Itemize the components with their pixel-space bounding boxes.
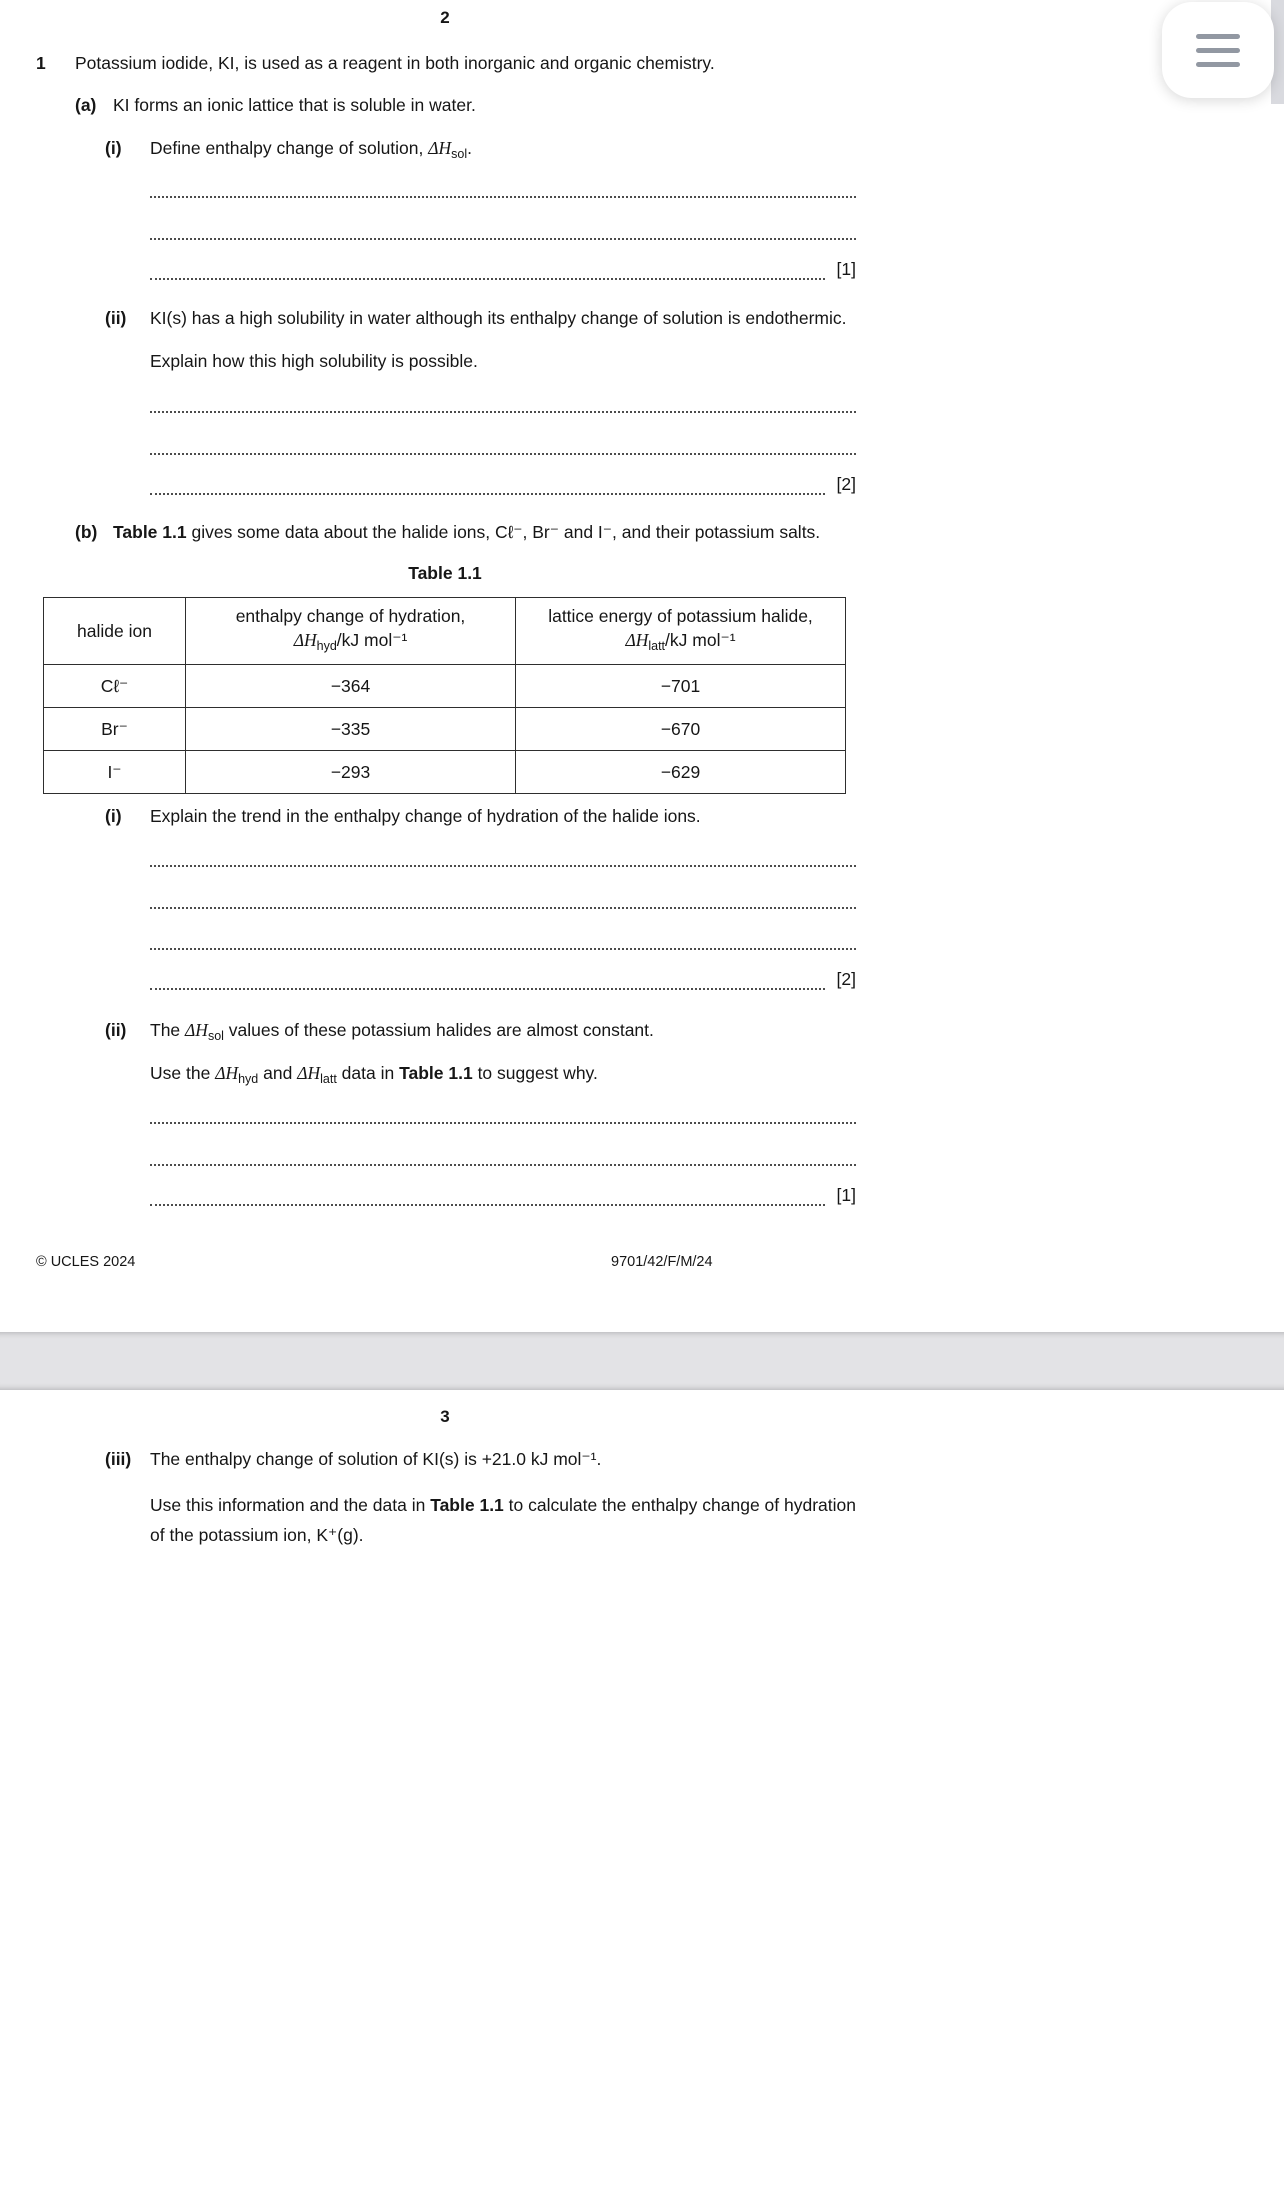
dotted-line (150, 1183, 825, 1206)
part-a (75, 93, 476, 117)
cell-hydration: −364 (186, 665, 516, 708)
part-a-ii-line1: KI(s) has a high solubility in water although its enthalpy change of solution is endothermic. (150, 308, 847, 328)
cell-hydration: −293 (186, 751, 516, 794)
marks-badge: [1] (836, 1185, 856, 1205)
part-a-text: KI forms an ionic lattice that is soluble in water. (113, 95, 476, 115)
table-header-lattice: lattice energy of potassium halide, $\Delta H_{latt}/kJ$ mol⁻¹ (516, 598, 846, 665)
part-b-label: (b) (75, 522, 98, 542)
part-b-iii-paragraph: Use this information and the data in Table 1.1 to calculate the enthalpy change of hydration of the potassium ion, K⁺(g). (150, 1495, 856, 1545)
cell-lattice: −629 (516, 751, 846, 794)
part-a-i-label: (i) (105, 138, 122, 158)
answer-line (150, 391, 856, 413)
page-number: 2 (440, 8, 450, 27)
page-3 (0, 1390, 1284, 2206)
footer-copyright: © UCLES 2024 (36, 1254, 136, 1270)
part-a-ii (105, 306, 847, 330)
table-row (44, 708, 846, 751)
delta-h-symbol: ΔH (297, 1063, 321, 1083)
dotted-line (150, 886, 856, 909)
delta-h-symbol: ΔH (293, 630, 317, 650)
answer-line (150, 176, 856, 198)
dotted-line (150, 217, 856, 240)
answer-line (150, 258, 856, 280)
table-header-row (44, 598, 846, 665)
part-b-ii-label: (ii) (105, 1020, 127, 1040)
answer-line (150, 473, 856, 495)
dotted-line (150, 844, 856, 867)
table-row (44, 665, 846, 708)
dotted-line (150, 390, 856, 413)
part-b-i (105, 804, 701, 828)
cell-hydration: −335 (186, 708, 516, 751)
answer-line (150, 845, 856, 867)
part-b-ii (105, 1018, 654, 1048)
table-1-1 (43, 597, 846, 794)
table-caption: Table 1.1 (408, 563, 482, 583)
delta-h-symbol: ΔH (428, 138, 452, 158)
cell-lattice: −701 (516, 665, 846, 708)
question-intro-text: Potassium iodide, KI, is used as a reagent in both inorganic and organic chemistry. (75, 53, 715, 73)
part-a-i (105, 136, 472, 166)
delta-h-symbol: ΔH (215, 1063, 239, 1083)
dotted-line (150, 432, 856, 455)
question-1-intro (36, 51, 715, 75)
answer-line (150, 433, 856, 455)
dotted-line (150, 472, 825, 495)
cell-ion: I⁻ (44, 751, 186, 794)
part-b-iii-line1: The enthalpy change of solution of KI(s) is +21.0 kJ mol⁻¹. (150, 1449, 602, 1469)
dotted-line (150, 257, 825, 280)
part-a-ii-line2: Explain how this high solubility is possible. (150, 351, 478, 371)
part-b-i-label: (i) (105, 806, 122, 826)
part-b-i-text: Explain the trend in the enthalpy change of hydration of the halide ions. (150, 806, 701, 826)
answer-line (150, 218, 856, 240)
answer-line (150, 1184, 856, 1206)
dotted-line (150, 927, 856, 950)
part-a-label: (a) (75, 95, 97, 115)
marks-badge: [1] (836, 259, 856, 279)
part-a-ii-label: (ii) (105, 308, 127, 328)
question-number: 1 (36, 53, 46, 73)
answer-line (150, 887, 856, 909)
cell-ion: Br⁻ (44, 708, 186, 751)
dotted-line (150, 1101, 856, 1124)
delta-h-symbol: ΔH (625, 630, 649, 650)
dotted-line (150, 1143, 856, 1166)
cell-lattice: −670 (516, 708, 846, 751)
dotted-line (150, 175, 856, 198)
table-row (44, 751, 846, 794)
answer-line (150, 968, 856, 990)
delta-h-symbol: ΔH (185, 1020, 208, 1040)
part-b-ii-line1: The $\Delta H_{sol}$ values of these potassium halides are almost constant. (150, 1020, 654, 1043)
hamburger-icon (1196, 25, 1240, 76)
table-header-hydration: enthalpy change of hydration, $\Delta H_{hyd}/kJ$ mol⁻¹ (186, 598, 516, 665)
marks-badge: [2] (836, 969, 856, 989)
part-a-i-text: Define enthalpy change of solution, $\Delta H_{sol}$. (150, 138, 473, 161)
part-b-ii-line2: Use the $\Delta H_{hyd}$ and $\Delta H_{latt}$ data in Table 1.1 to suggest why. (150, 1063, 598, 1086)
part-b-iii (105, 1447, 601, 1471)
part-b-iii-label: (iii) (105, 1449, 132, 1469)
footer-paper-code: 9701/42/F/M/24 (611, 1254, 713, 1270)
answer-line (150, 928, 856, 950)
page-number: 3 (440, 1407, 450, 1426)
part-b (75, 520, 820, 544)
menu-button[interactable] (1162, 2, 1274, 98)
page-separator (0, 1332, 1284, 1390)
answer-line (150, 1144, 856, 1166)
table-header-halide-ion: halide ion (44, 598, 186, 665)
part-b-text: Table 1.1 gives some data about the halide ions, Cℓ⁻, Br⁻ and I⁻, and their potassium salts. (113, 522, 821, 542)
cell-ion: Cℓ⁻ (44, 665, 186, 708)
dotted-line (150, 967, 825, 990)
marks-badge: [2] (836, 474, 856, 494)
answer-line (150, 1102, 856, 1124)
